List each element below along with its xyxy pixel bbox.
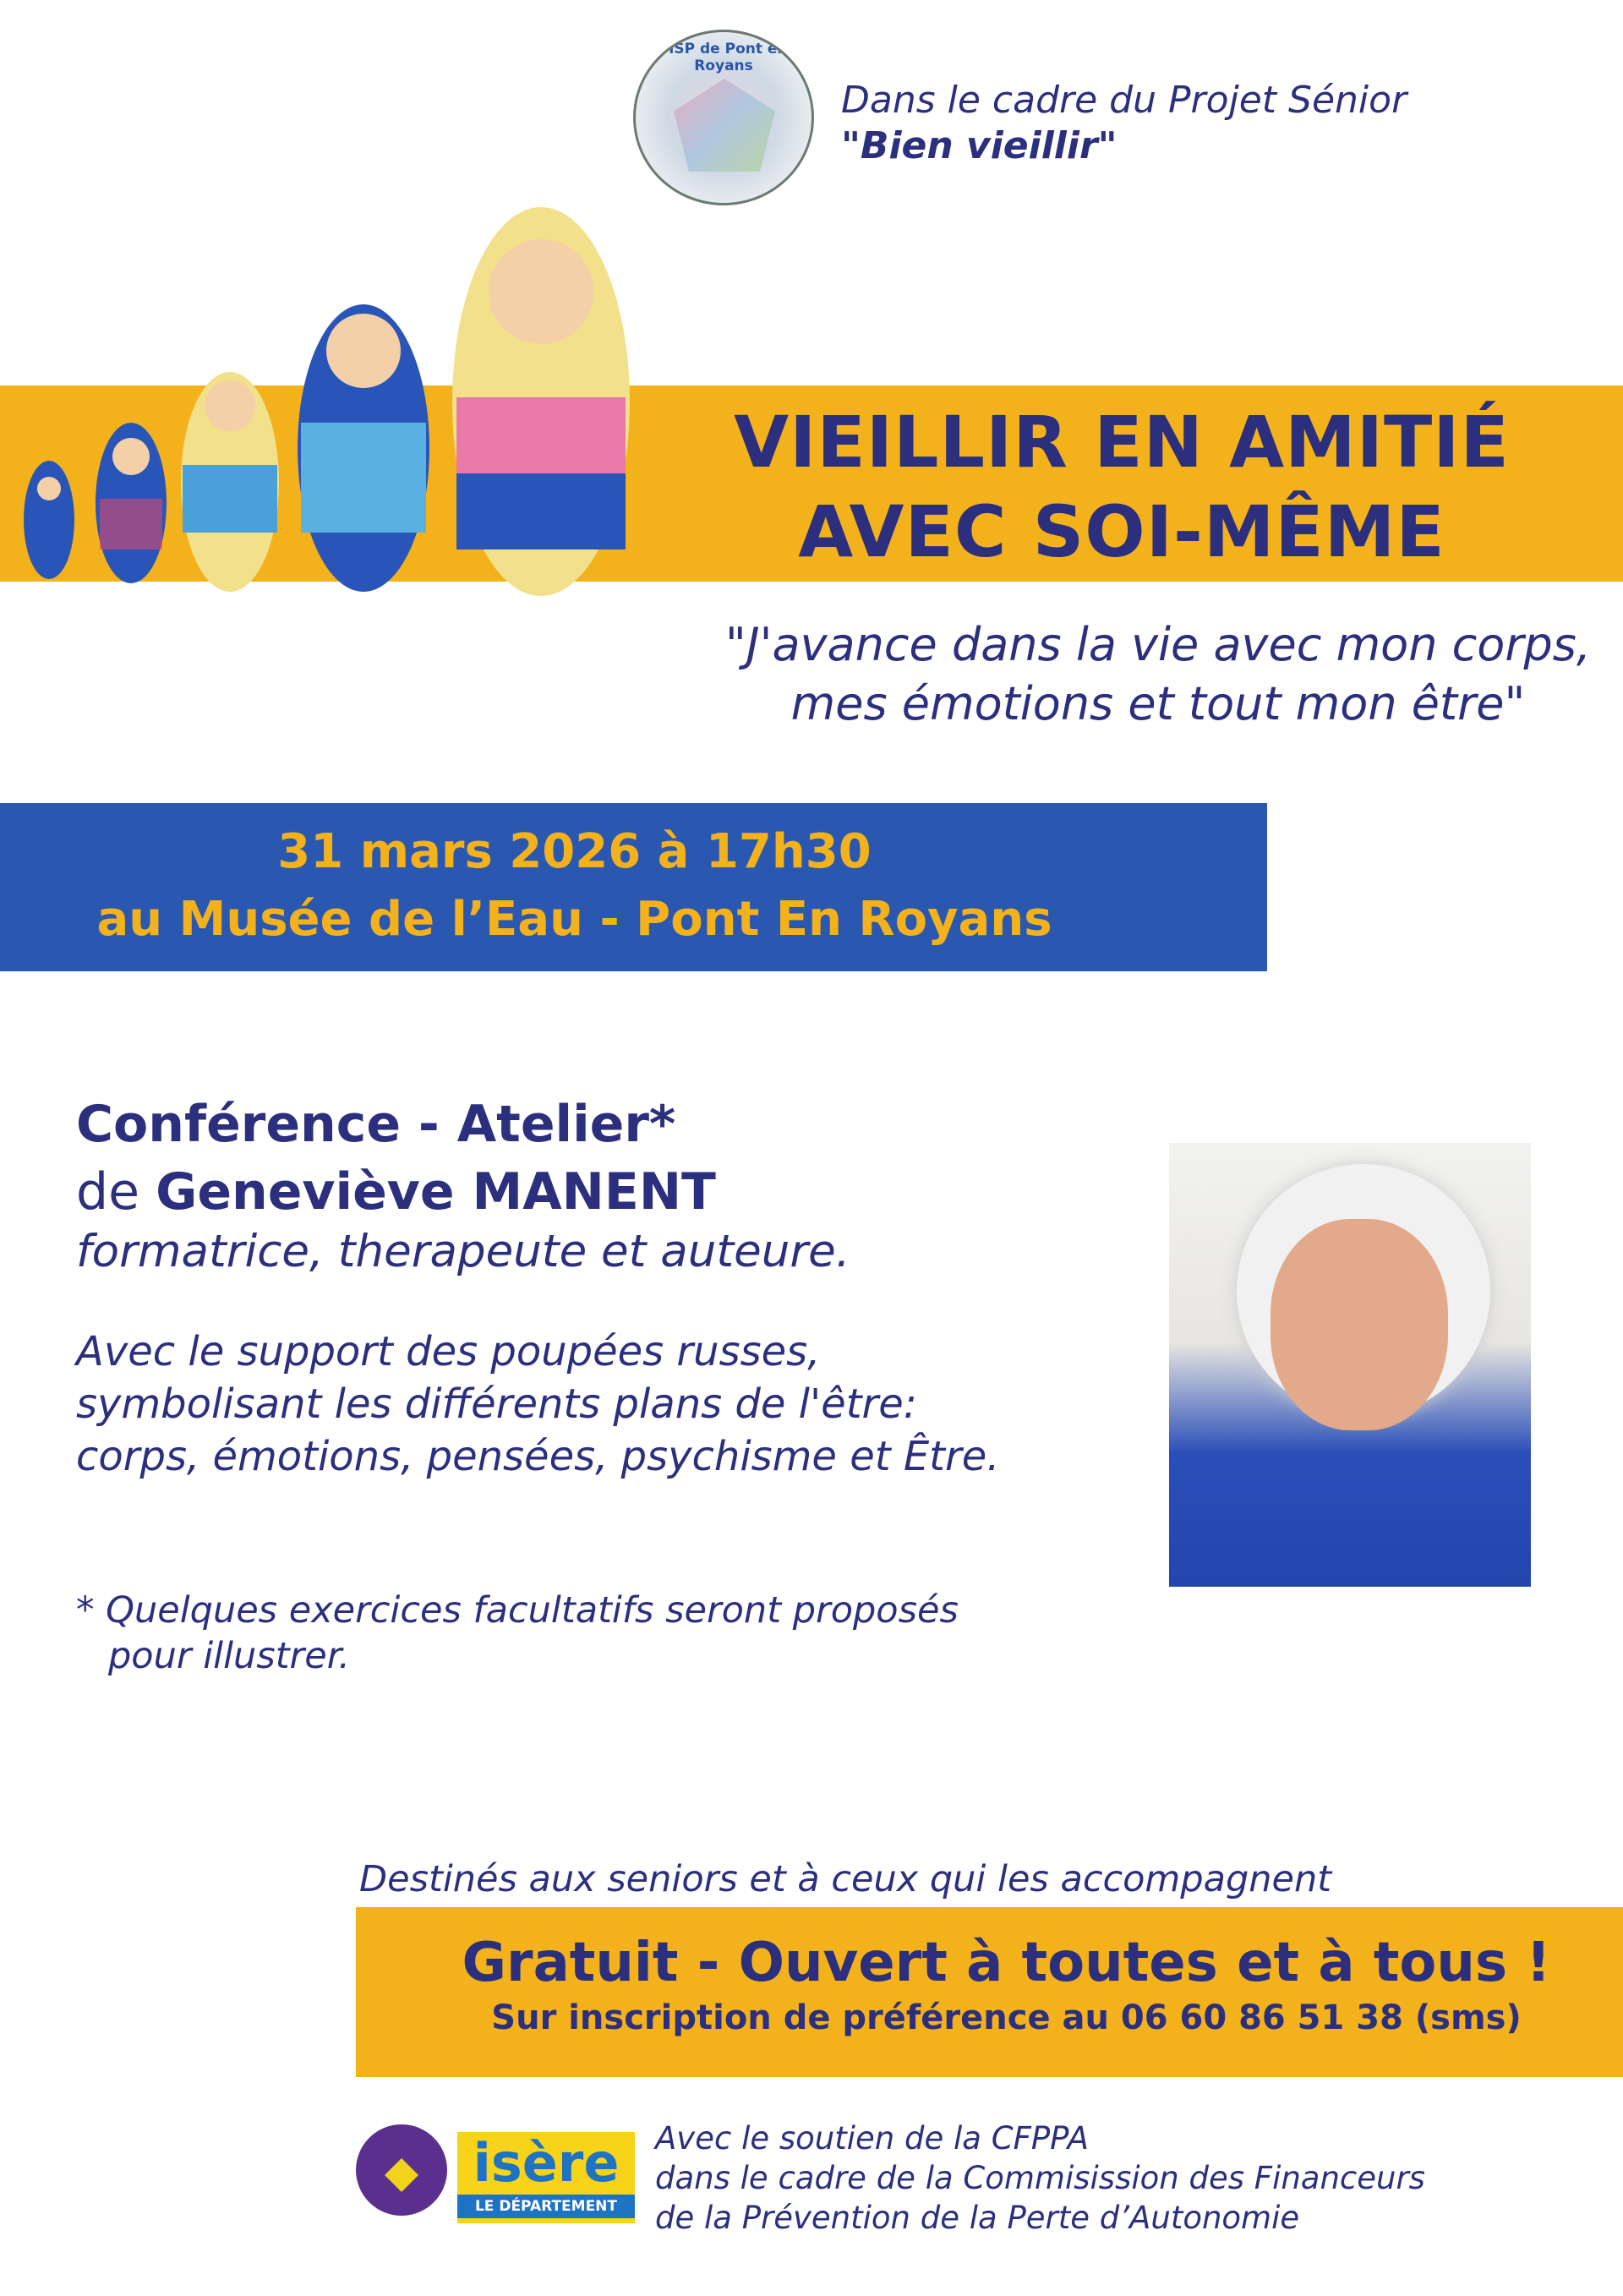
logo-text: MSP de Pont en Royans — [659, 41, 788, 74]
logo-illustration — [674, 79, 775, 172]
support-line: Avec le soutien de la CFPPA — [655, 2120, 1089, 2157]
speaker-heading — [76, 1091, 716, 1226]
quote-line-2: mes émotions et tout mon être" — [790, 677, 1526, 730]
support-text — [655, 2118, 1425, 2238]
speaker-prefix: de — [76, 1162, 156, 1222]
description-line: Avec le support des poupées russes, — [76, 1328, 821, 1375]
isere-logo — [457, 2132, 635, 2223]
project-line: Dans le cadre du Projet Sénior — [841, 79, 1407, 122]
registration-info: Sur inscription de préférence au 06 60 86 51 38 (sms) — [491, 1998, 1522, 2037]
description-line: corps, émotions, pensées, psychisme et Être. — [76, 1433, 1000, 1480]
russian-dolls-image — [17, 203, 634, 600]
footnote — [76, 1588, 959, 1679]
isere-logo-text: isère — [473, 2132, 620, 2194]
footnote-line: * Quelques exercices facultatifs seront proposés — [76, 1589, 959, 1632]
quote-line-1: "J'avance dans la vie avec mon corps, — [724, 618, 1592, 671]
speaker-name: Geneviève MANENT — [156, 1162, 716, 1222]
project-header — [841, 78, 1407, 169]
title-line-2: AVEC SOI-MÊME — [798, 490, 1445, 573]
cta-band — [356, 1907, 1623, 2077]
event-place: au Musée de l’Eau - Pont En Royans — [96, 892, 1052, 947]
speaker-role: formatrice, therapeute et auteure. — [76, 1226, 850, 1277]
speaker-photo — [1169, 1143, 1531, 1587]
cta-headline: Gratuit - Ouvert à toutes et à tous ! — [462, 1932, 1551, 1994]
event-date: 31 mars 2026 à 17h30 — [277, 824, 872, 879]
audience-text: Destinés aux seniors et à ceux qui les accompagnent — [359, 1858, 1332, 1900]
description-line: symbolisant les différents plans de l'être: — [76, 1380, 917, 1428]
footnote-line: pour illustrer. — [108, 1635, 351, 1677]
doll — [24, 207, 630, 596]
title-line-1: VIEILLIR EN AMITIÉ — [734, 401, 1510, 484]
support-line: dans le cadre de la Commisission des Financeurs — [655, 2160, 1425, 2196]
description — [76, 1326, 1000, 1483]
msp-logo — [633, 30, 814, 205]
event-band — [0, 803, 1267, 971]
cfppa-logo — [356, 2124, 447, 2216]
event-type: Conférence - Atelier* — [76, 1095, 676, 1154]
support-line: de la Prévention de la Perte d’Autonomie — [655, 2200, 1300, 2236]
isere-logo-sub: LE DÉPARTEMENT — [457, 2195, 635, 2218]
quote — [693, 615, 1623, 734]
page-title — [708, 397, 1536, 577]
project-name: "Bien vieillir" — [841, 124, 1118, 167]
